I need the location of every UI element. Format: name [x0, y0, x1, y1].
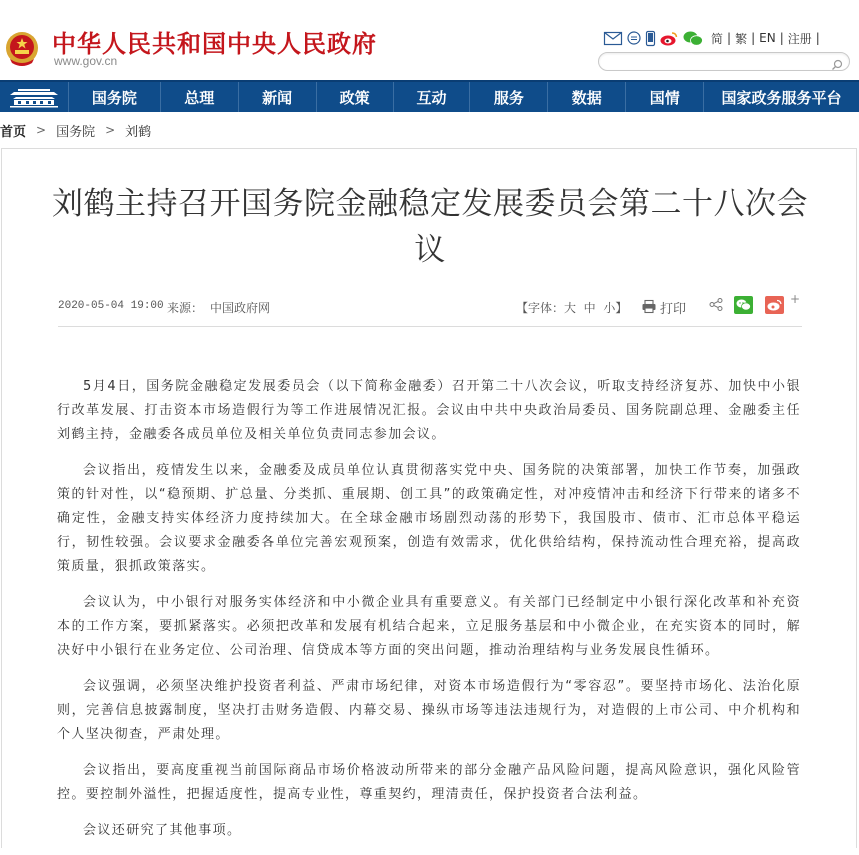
nav-item-data[interactable]: 数据: [548, 82, 626, 112]
register-link[interactable]: 注册: [787, 31, 812, 46]
font-size-medium[interactable]: 中: [583, 301, 596, 315]
font-size-small[interactable]: 小: [603, 301, 616, 315]
font-size-controls: [516, 299, 627, 316]
article-body: [57, 375, 801, 855]
nav-item-policy[interactable]: 政策: [317, 82, 394, 112]
font-size-suffix: 】: [615, 301, 628, 315]
separator: |: [815, 31, 820, 45]
source-label: 来源：: [167, 301, 204, 315]
nav-item-premier[interactable]: 总理: [161, 82, 239, 112]
mail-icon[interactable]: [604, 32, 622, 45]
font-size-large[interactable]: 大: [564, 301, 577, 315]
print-label: 打印: [660, 302, 687, 317]
lang-simplified[interactable]: 简: [711, 31, 724, 46]
separator: |: [751, 31, 756, 45]
article-paragraph: 会议强调，必须坚决维护投资者利益、严肃市场纪律，对资本市场造假行为“零容忍”。要坚持市场化、法治化原则，完善信息披露制度，坚决打击财务造假、内幕交易、操纵市场等违法违规行为，对造假的上市公司、中介机构和个人坚决彻查，严肃处理。: [57, 679, 801, 742]
breadcrumb: [0, 121, 151, 139]
share-weibo-icon[interactable]: [765, 296, 784, 314]
article-meta: [58, 292, 802, 322]
nav-item-news[interactable]: 新闻: [239, 82, 317, 112]
nav-item-national-info[interactable]: 国情: [626, 82, 704, 112]
main-nav: [0, 80, 859, 112]
top-links: [604, 29, 821, 47]
article-paragraph: 会议指出，要高度重视当前国际商品市场价格波动所带来的部分金融产品风险问题，提高风险意识，强化风险管控。要控制外溢性，把握适度性，提高专业性，尊重契约，理清责任，保护投资者合法利益。: [57, 763, 801, 802]
wechat-icon[interactable]: [683, 31, 703, 46]
breadcrumb-home[interactable]: 首页: [0, 124, 27, 140]
share-wechat-icon[interactable]: [734, 296, 753, 314]
lang-traditional[interactable]: 繁: [735, 31, 748, 46]
weibo-icon[interactable]: [660, 31, 678, 46]
share-icon[interactable]: [709, 298, 723, 314]
article-paragraph: 会议认为，中小银行对服务实体经济和中小微企业具有重要意义。有关部门已经制定中小银行深化改革和补充资本的工作方案，要抓紧落实。必须把改革和发展有机结合起来，立足服务基层和中小微企业，在充实资本的同时，解决好中小银行在业务定位、公司治理、信贷成本等方面的突出问题，推动治理结构与业务发展良性循环。: [57, 595, 801, 658]
print-button[interactable]: [642, 298, 686, 317]
message-icon[interactable]: [627, 31, 641, 45]
site-header: [0, 0, 859, 80]
search-input[interactable]: [609, 54, 824, 69]
nav-item-services[interactable]: 服务: [470, 82, 548, 112]
lang-english[interactable]: EN: [759, 31, 776, 45]
source-name: 中国政府网: [210, 301, 271, 315]
font-size-prefix: 【字体：: [516, 301, 565, 315]
printer-icon: [642, 300, 656, 316]
article-paragraph: 5月4日，国务院金融稳定发展委员会（以下简称金融委）召开第二十八次会议，听取支持经济复苏、加快中小银行改革发展、打击资本市场造假行为等工作进展情况汇报。会议由中共中央政治局委员、国务院副总理、金融委主任刘鹤主持，金融委各成员单位及相关单位负责同志参加会议。: [57, 379, 801, 442]
article-title: 刘鹤主持召开国务院金融稳定发展委员会第二十八次会议: [52, 186, 808, 268]
article-paragraph: 会议还研究了其他事项。: [83, 823, 242, 838]
publish-date: 2020-05-04 19:00: [58, 300, 164, 312]
breadcrumb-state-council[interactable]: 国务院: [56, 124, 96, 140]
search-icon[interactable]: [831, 56, 843, 68]
nav-item-interaction[interactable]: 互动: [394, 82, 471, 112]
article-paragraph: 会议指出，疫情发生以来，金融委及成员单位认真贯彻落实党中央、国务院的决策部署，加快工作节奏，加强政策的针对性，以“稳预期、扩总量、分类抓、重展期、创工具”的政策确定性，对冲疫情冲击和经济下行带来的诸多不确定性，金融支持实体经济力度持续加大。在全球金融市场剧烈动荡的形势下，我国股市、债市、汇市总体平稳运行，韧性较强。会议要求金融委各单位完善宏观预案，创造有效需求，优化供给结构，保持流动性合理充裕，提高政策质量，狠抓政策落实。: [57, 463, 801, 574]
home-building-icon[interactable]: [0, 82, 69, 112]
separator: |: [727, 31, 732, 45]
nav-item-gov-service-platform[interactable]: 国家政务服务平台: [721, 88, 842, 107]
meta-divider: [58, 326, 802, 327]
breadcrumb-separator: >: [105, 123, 116, 137]
share-more-button[interactable]: +: [790, 292, 801, 306]
site-title[interactable]: 中华人民共和国中央人民政府: [52, 30, 377, 58]
search-box: [598, 52, 850, 71]
nav-item-state-council[interactable]: 国务院: [69, 82, 161, 112]
national-emblem-icon[interactable]: [4, 29, 40, 69]
breadcrumb-current[interactable]: 刘鹤: [125, 124, 152, 140]
site-url: www.gov.cn: [54, 54, 118, 68]
separator: |: [779, 31, 784, 45]
breadcrumb-separator: >: [36, 123, 47, 137]
mobile-icon[interactable]: [646, 31, 655, 46]
